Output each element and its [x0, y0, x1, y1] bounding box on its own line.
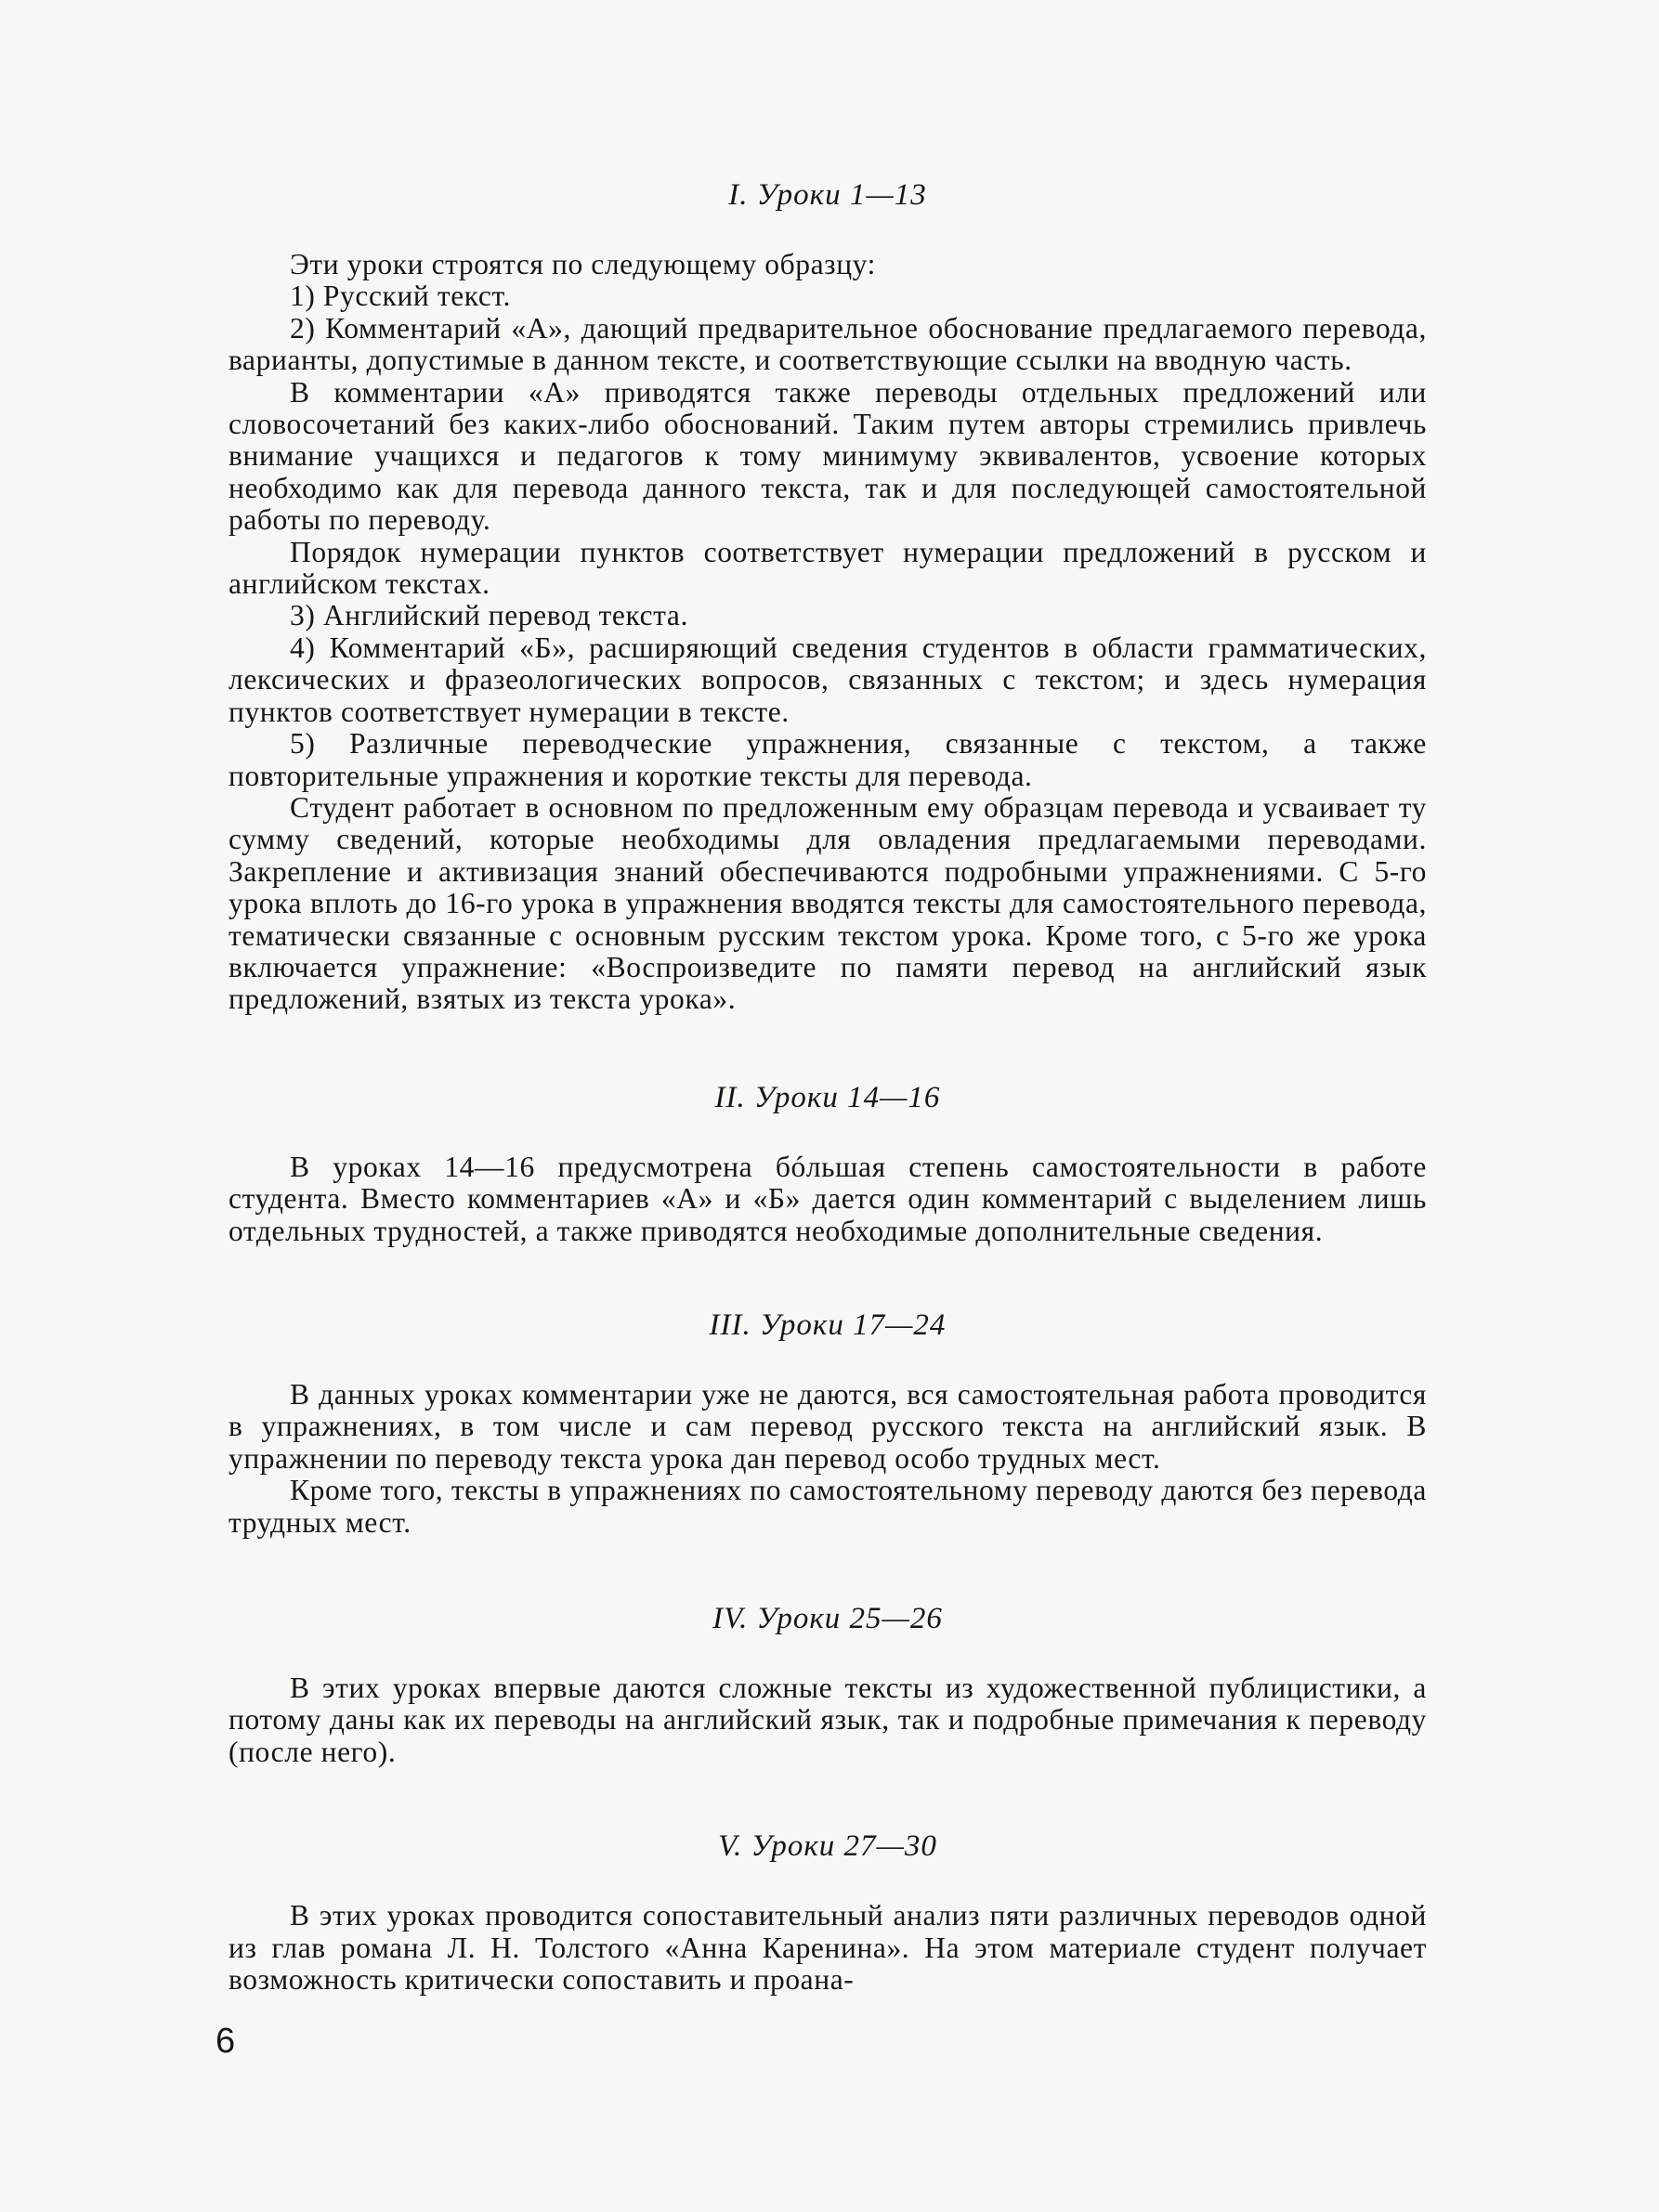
list-item: 2) Комментарий «А», дающий предварительное обоснование предлагаемого перевода, варианты, допустимые в данном тексте, и соответствующие ссылки на вводную часть. — [229, 311, 1427, 377]
page-body — [229, 176, 1427, 1996]
paragraph: Студент работает в основном по предложенным ему образцам перевода и усваивает ту сумму сведений, которые необходимы для овладения предлагаемыми переводами. Закрепление и активизация знаний обеспечиваются подробными упражнениями. С 5-го урока вплоть до 16-го урока в упражнения вводятся тексты для самостоятельного перевода, тематически связанные с основным русским текстом урока. Кроме того, с 5-го же урока включается упражнение: «Воспроизведите по памяти перевод на английский язык предложений, взятых из текста урока». — [229, 790, 1427, 1016]
paragraph: Порядок нумерации пунктов соответствует нумерации предложений в русском и английском текстах. — [229, 535, 1427, 601]
section-heading: II. Уроки 14—16 — [714, 1080, 941, 1114]
list-item: 1) Русский текст. — [290, 280, 511, 313]
section-heading: III. Уроки 17—24 — [709, 1308, 947, 1342]
section-heading: IV. Уроки 25—26 — [712, 1602, 943, 1635]
paragraph: В данных уроках комментарии уже не даются, вся самостоятельная работа проводится в упражнениях, в том числе и сам перевод русского текста на английский язык. В упражнении по переводу текста урока дан перевод особо трудных мест. — [229, 1377, 1427, 1475]
section-lessons-27-30 — [229, 1828, 1427, 1996]
section-heading: V. Уроки 27—30 — [718, 1829, 937, 1864]
section-lessons-17-24 — [229, 1307, 1427, 1539]
paragraph: Кроме того, тексты в упражнениях по самостоятельному переводу даются без перевода трудных мест. — [229, 1474, 1427, 1539]
paragraph: Эти уроки строятся по следующему образцу: — [290, 248, 876, 280]
list-item: 3) Английский перевод текста. — [290, 599, 688, 632]
list-item: 5) Различные переводческие упражнения, связанные с текстом, а также повторительные упражнения и короткие тексты для перевода. — [229, 727, 1427, 792]
paragraph: В комментарии «А» приводятся также переводы отдельных предложений или словосочетаний без каких-либо обоснований. Таким путем авторы стремились привлечь внимание учащихся и педагогов к тому минимуму эквивалентов, усвоение которых необходимо как для перевода данного текста, так и для последующей самостоятельной работы по переводу. — [229, 375, 1427, 537]
section-lessons-25-26 — [229, 1600, 1427, 1768]
section-lessons-14-16 — [229, 1079, 1427, 1247]
paragraph: В уроках 14—16 предусмотрена бóльшая степень самостоятельности в работе студента. Вместо комментариев «А» и «Б» дается один комментарий с выделением лишь отдельных трудностей, а также приводятся необходимые дополнительные сведения. — [229, 1150, 1427, 1247]
paragraph: В этих уроках впервые даются сложные тексты из художественной публицистики, а потому даны как их переводы на английский язык, так и подробные примечания к переводу (после него). — [229, 1672, 1427, 1768]
section-heading: I. Уроки 1—13 — [728, 178, 927, 212]
section-lessons-1-13 — [229, 176, 1427, 1016]
page-number: 6 — [216, 2022, 236, 2061]
list-item: 4) Комментарий «Б», расширяющий сведения студентов в области грамматических, лексических и фразеологических вопросов, связанных с текстом; и здесь нумерация пунктов соответствует нумерации в тексте. — [229, 631, 1427, 728]
paragraph: В этих уроках проводится сопоставительный анализ пяти различных переводов одной из глав романа Л. Н. Толстого «Анна Каренина». На этом материале студент получает возможность критически сопоставить и проана- — [229, 1899, 1427, 1997]
